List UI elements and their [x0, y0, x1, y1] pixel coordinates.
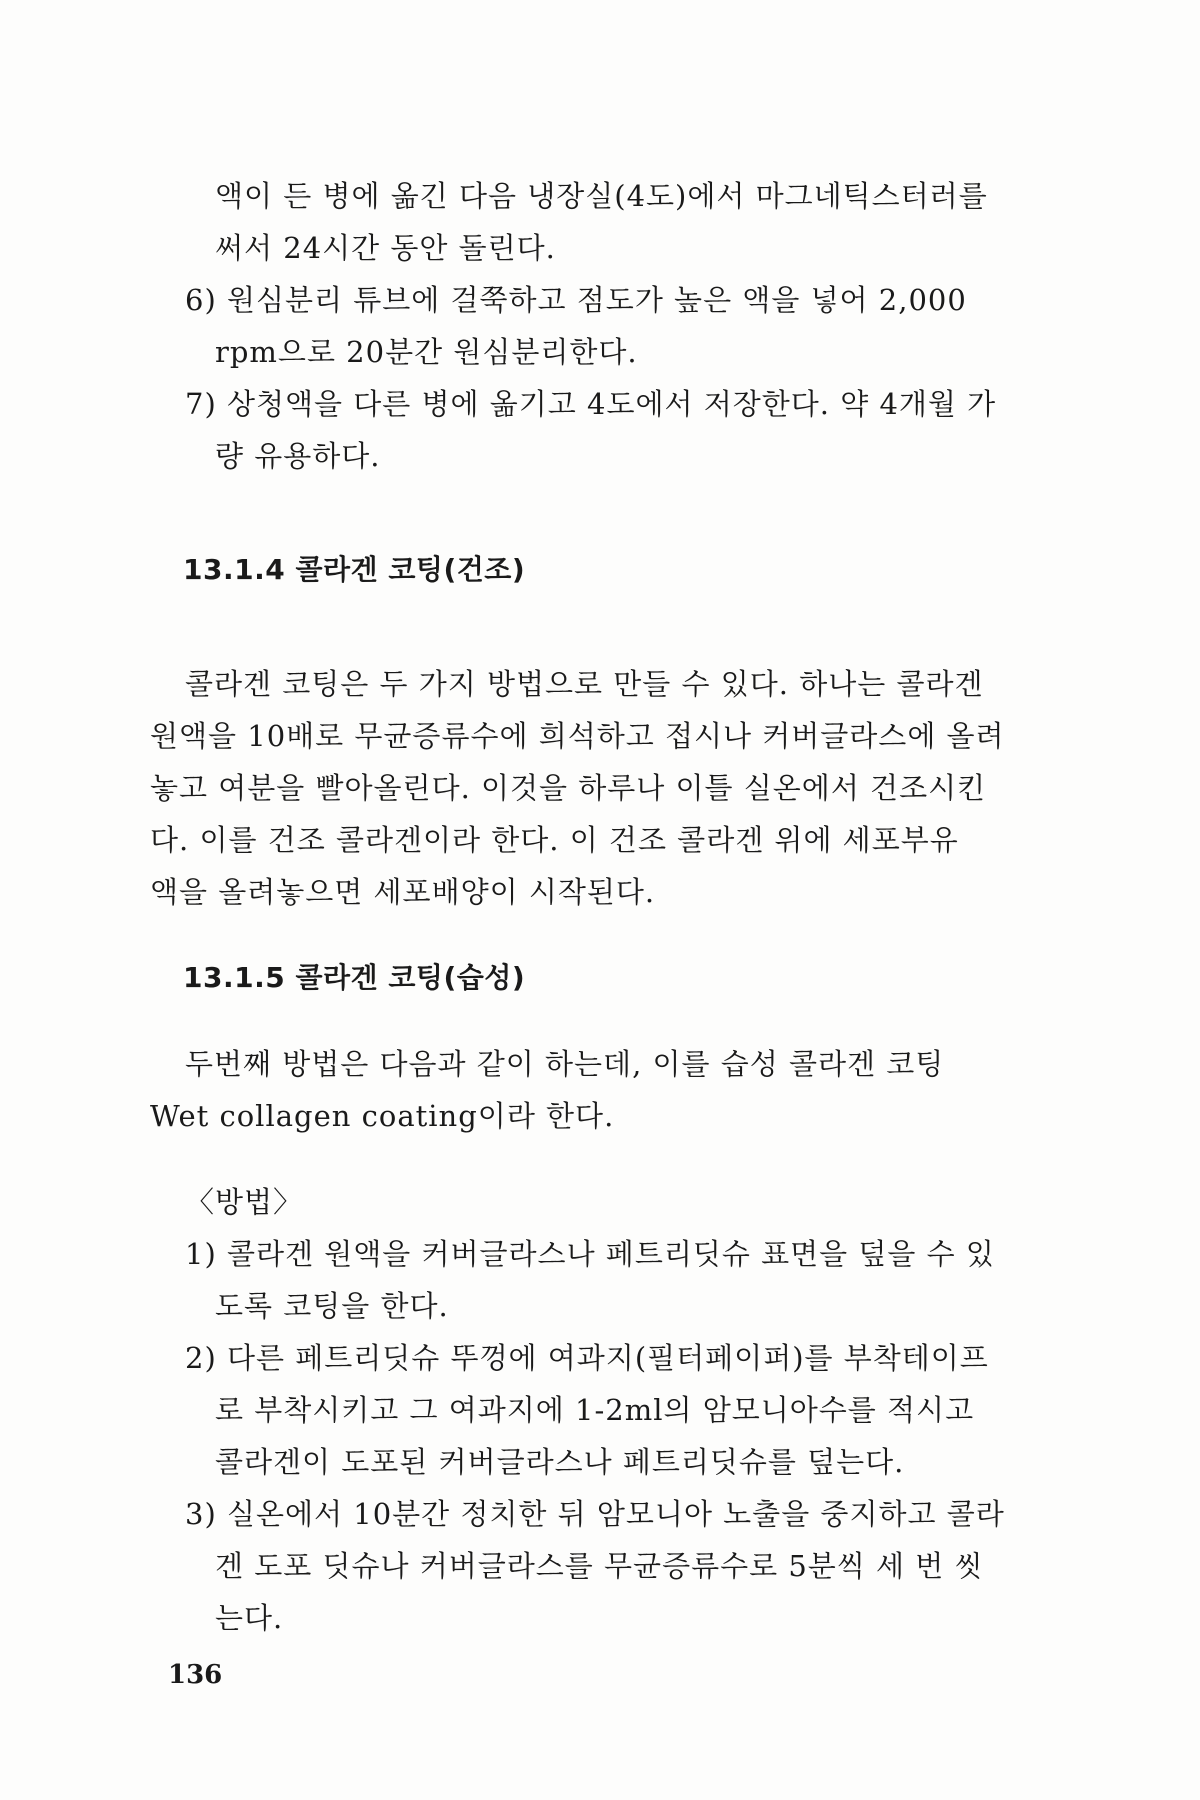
paragraph-wet-coating	[150, 1038, 1060, 1142]
section-heading-13-1-5: 13.1.5 콜라겐 코팅(습성)	[183, 961, 526, 994]
text-line: 로 부착시키고 그 여과지에 1-2ml의 암모니아수를 적시고	[215, 1393, 975, 1427]
text-line: 량 유용하다.	[215, 439, 381, 473]
text-line: Wet collagen coating이라 한다.	[150, 1099, 615, 1133]
list-item-step-3	[150, 1488, 1060, 1644]
text-line: 두번째 방법은 다음과 같이 하는데, 이를 습성 콜라겐 코팅	[185, 1047, 945, 1081]
text-line: 겐 도포 딧슈나 커버글라스를 무균증류수로 5분씩 세 번 씻	[215, 1549, 984, 1583]
text-line: 원액을 10배로 무균증류수에 희석하고 접시나 커버글라스에 올려	[150, 719, 1005, 753]
page-number: 136	[168, 1660, 223, 1690]
text-line: 7) 상청액을 다른 병에 옮기고 4도에서 저장한다. 약 4개월 가	[185, 387, 997, 421]
list-item-step-6	[150, 274, 1060, 378]
text-line: 1) 콜라겐 원액을 커버글라스나 페트리딧슈 표면을 덮을 수 있	[185, 1237, 995, 1271]
text-line: 콜라겐이 도포된 커버글라스나 페트리딧슈를 덮는다.	[215, 1445, 905, 1479]
continuation-paragraph	[150, 170, 1060, 274]
section-heading-13-1-4: 13.1.4 콜라겐 코팅(건조)	[183, 553, 526, 586]
text-line: 다. 이를 건조 콜라겐이라 한다. 이 건조 콜라겐 위에 세포부유	[150, 823, 959, 857]
text-line: 2) 다른 페트리딧슈 뚜껑에 여과지(필터페이퍼)를 부착테이프	[185, 1341, 989, 1375]
text-line: 3) 실온에서 10분간 정치한 뒤 암모니아 노출을 중지하고 콜라	[185, 1497, 1005, 1531]
text-line: 도록 코팅을 한다.	[215, 1289, 449, 1323]
list-item-step-1	[150, 1228, 1060, 1332]
paragraph-dry-coating	[150, 658, 1060, 918]
text-line: 놓고 여분을 빨아올린다. 이것을 하루나 이틀 실온에서 건조시킨	[150, 771, 987, 805]
text-line: 액이 든 병에 옮긴 다음 냉장실(4도)에서 마그네틱스터러를	[215, 179, 988, 213]
page-content	[150, 170, 1060, 1644]
text-line: rpm으로 20분간 원심분리한다.	[215, 335, 638, 369]
text-line: 써서 24시간 동안 돌린다.	[215, 231, 556, 265]
list-item-step-7	[150, 378, 1060, 482]
text-line: 콜라겐 코팅은 두 가지 방법으로 만들 수 있다. 하나는 콜라겐	[185, 667, 984, 701]
method-label: 〈방법〉	[185, 1185, 304, 1219]
text-line: 는다.	[215, 1601, 284, 1635]
text-line: 액을 올려놓으면 세포배양이 시작된다.	[150, 875, 656, 909]
text-line: 6) 원심분리 튜브에 걸쭉하고 점도가 높은 액을 넣어 2,000	[185, 283, 967, 317]
list-item-step-2	[150, 1332, 1060, 1488]
